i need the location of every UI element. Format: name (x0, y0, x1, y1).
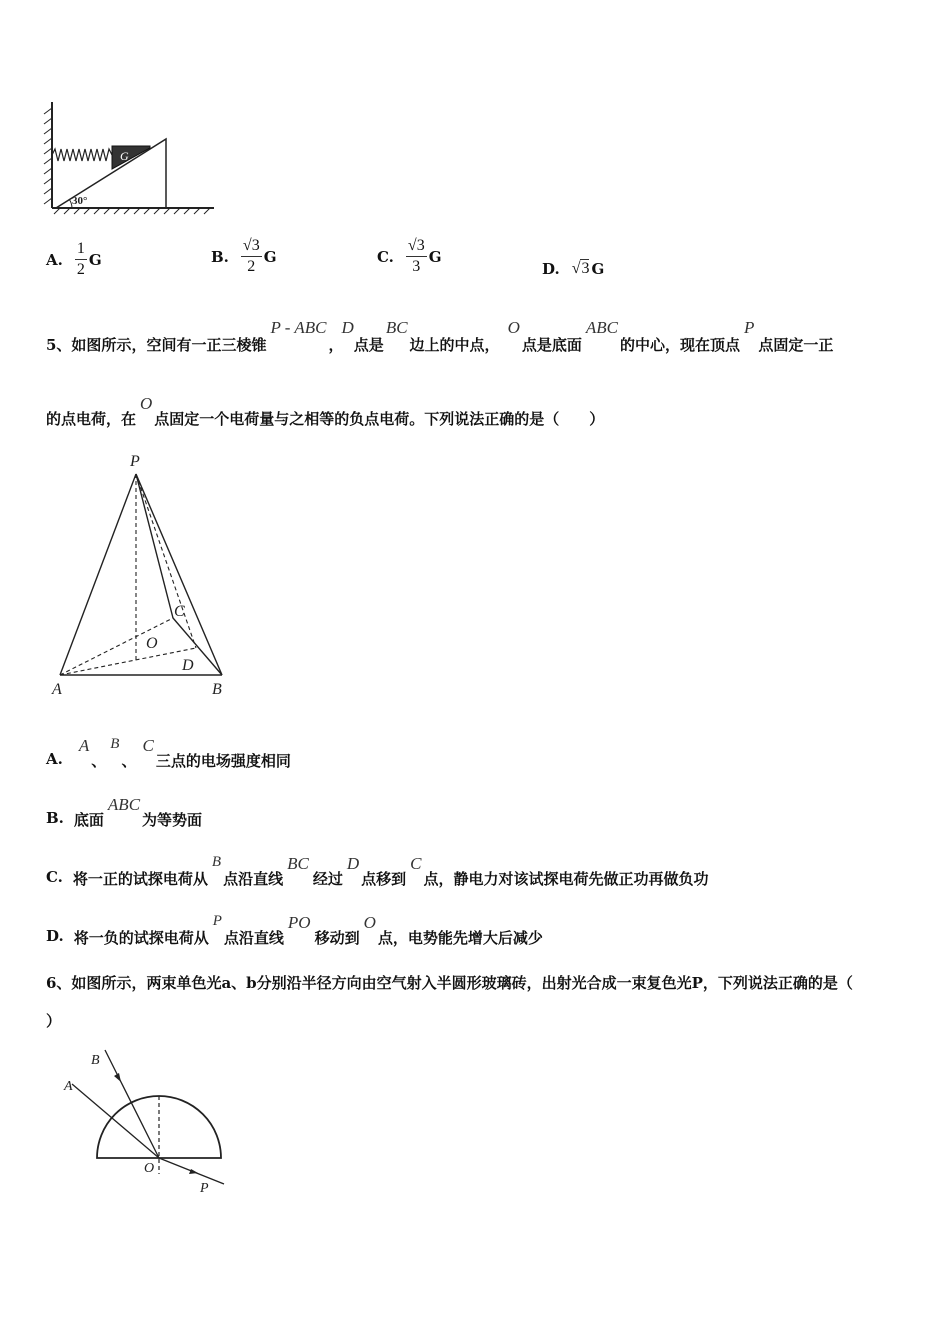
label-C: C (174, 603, 185, 620)
q5-option-c[interactable]: C. 将一正的试探电荷从 B 点沿直线 BC 经过 D 点移到 C 点，静电力对该试探电荷先做正功再做负功 (46, 854, 709, 888)
q4-option-d-unit: G (591, 260, 605, 278)
q6-figure (58, 1044, 238, 1196)
q5-option-b[interactable]: B. 底面 ABC 为等势面 (46, 795, 203, 829)
q4-option-a-unit: G (88, 250, 102, 269)
q5-stem-line2: 的点电荷，在 O 点固定一个电荷量与之相等的负点电荷。下列说法正确的是（ ） (46, 394, 605, 428)
q4-option-c-fraction: $\frac{√3}{3}$ (407, 237, 425, 275)
label-B: B (91, 1053, 100, 1068)
ray-b (105, 1050, 159, 1158)
q4-option-b-fraction: $\frac{√3}{2}$ (242, 237, 260, 275)
q5-figure (46, 448, 236, 700)
q5-option-d[interactable]: D. 将一负的试探电荷从 P 点沿直线 PO 移动到 O 点，电势能先增大后减少 (46, 913, 543, 947)
q5-stem-line1: 5、如图所示，空间有一正三棱锥 P - ABC ， D 点是 BC 边上的中点， O 点是底面 ABC 的中心，现在顶点 P 点固定一正 (46, 318, 834, 354)
q4-option-b-unit: G (263, 247, 277, 266)
label-D: D (182, 657, 194, 674)
ray-a (72, 1084, 159, 1158)
q4-option-d[interactable] (542, 260, 604, 278)
q4-option-b-letter: B. (211, 247, 229, 266)
q4-option-c[interactable] (377, 237, 442, 276)
wall-hatch (44, 108, 52, 204)
q4-option-a-fraction: $\frac{1}{2}$ (76, 240, 85, 278)
q4-option-c-letter: C. (377, 247, 394, 266)
q6-stem-line2: ） (46, 1012, 62, 1030)
q4-figure (40, 98, 220, 216)
ray-b-arrow (114, 1073, 121, 1082)
label-A: A (64, 1079, 73, 1094)
angle-label: 30° (72, 195, 88, 207)
q5-option-b-letter: B. (46, 809, 64, 827)
tetra-solid-edges (60, 474, 222, 675)
tetra-dashed-edges (60, 474, 196, 675)
block-label: G (120, 149, 129, 163)
block (112, 146, 150, 169)
q6-stem-line1: 6、如图所示，两束单色光a、b分别沿半径方向由空气射入半圆形玻璃砖，出射光合成一束复色光P，下列说法正确的是（ (46, 974, 853, 992)
q5-option-a[interactable]: A. A 、 B 、 C 三点的电场强度相同 (46, 736, 291, 770)
label-O: O (144, 1161, 155, 1176)
q4-option-a-letter: A. (46, 250, 63, 269)
q5-option-a-letter: A. (46, 750, 63, 768)
spring (52, 149, 112, 161)
q4-option-b[interactable] (211, 237, 277, 276)
label-B: B (212, 681, 222, 698)
label-P: P (200, 1181, 209, 1196)
q4-option-a[interactable] (46, 240, 102, 279)
q4-option-d-letter: D. (542, 260, 560, 278)
q4-option-c-unit: G (428, 247, 442, 266)
label-O: O (146, 635, 158, 652)
q4-option-d-sqrt: √3 (571, 260, 590, 277)
q5-option-d-letter: D. (46, 927, 64, 945)
q5-option-c-letter: C. (46, 868, 63, 886)
label-A: A (52, 681, 62, 698)
label-P: P (130, 453, 140, 470)
